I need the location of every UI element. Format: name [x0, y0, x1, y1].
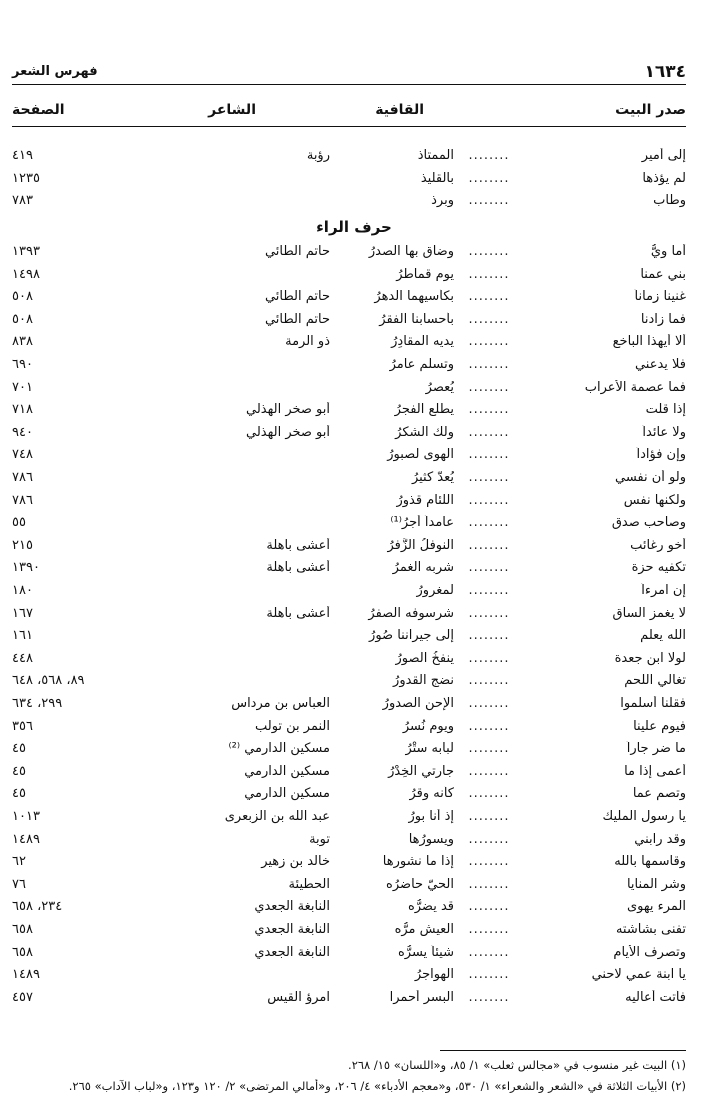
entry-poet: الحطيئة: [288, 876, 330, 892]
entry-page: ٢٣٤، ٦٥٨: [12, 899, 63, 915]
entry-dots: ........: [468, 650, 510, 666]
entry-poet: رؤبة: [306, 148, 330, 163]
entry-first-hemistich: أخو رغائب: [630, 537, 686, 553]
entry-poet: أعشى باهلة: [266, 605, 330, 621]
entry-first-hemistich: وإن فؤاداً: [636, 447, 686, 463]
index-entry-row: [12, 809, 686, 831]
entry-page: ١٣٩٣: [12, 244, 40, 259]
entry-page: ٢١٥: [12, 537, 33, 553]
index-entry-row: [12, 171, 686, 193]
entry-poet: حاتم الطائي: [264, 289, 330, 305]
entry-rhyme: يطلع الفجرُ: [394, 402, 454, 418]
entry-rhyme: لبابه ستْرُ: [405, 741, 454, 757]
entry-dots: ........: [468, 899, 510, 915]
entry-page: ٤٤٨: [12, 650, 33, 666]
index-entry-row: [12, 538, 686, 560]
entry-page: ٥٠٨: [12, 289, 33, 305]
entry-first-hemistich: إلى أمير: [641, 148, 686, 163]
entry-first-hemistich: إن امرءاً: [641, 583, 686, 598]
entry-first-hemistich: تفنى بشاشته: [615, 922, 686, 937]
entry-dots: ........: [468, 741, 510, 757]
entry-page: ٤٥: [12, 786, 26, 802]
index-entry-row: [12, 193, 686, 215]
entry-rhyme: لمغرورُ: [416, 583, 454, 598]
entry-dots: ........: [468, 402, 510, 418]
index-entry-row: [12, 560, 686, 582]
index-entry-row: [12, 493, 686, 515]
entry-dots: ........: [468, 696, 510, 711]
index-entry-row: [12, 148, 686, 170]
running-head: [12, 62, 686, 85]
entry-poet: توبة: [309, 831, 330, 847]
entry-dots: ........: [468, 560, 510, 576]
entry-dots: ........: [468, 266, 510, 282]
entry-dots: ........: [468, 424, 510, 440]
column-headers: [12, 102, 686, 127]
entry-poet: أبو صخر الهذلي: [246, 402, 330, 418]
entry-page: ٤٥: [12, 763, 26, 779]
index-entry-row: [12, 267, 686, 289]
entry-rhyme: كأنه وقرُ: [409, 786, 454, 802]
index-entry-row: [12, 515, 686, 537]
footnote-rule: [440, 1050, 686, 1051]
entry-dots: ........: [468, 357, 510, 372]
index-entry-row: [12, 606, 686, 628]
entry-page: ٥٥: [12, 515, 26, 531]
entry-poet: حاتم الطائي: [264, 311, 330, 327]
entry-rhyme: شربه الغمرُ: [392, 560, 454, 576]
entry-page: ٤٥٧: [12, 989, 33, 1005]
entry-rhyme: وضاق بها الصدرُ: [368, 244, 454, 259]
entry-first-hemistich: ولو أن نفسي: [614, 470, 686, 485]
entry-dots: ........: [468, 244, 510, 259]
index-entry-row: [12, 651, 686, 673]
entry-poet: خالد بن زهير: [261, 854, 330, 870]
entry-poet: عبد الله بن الزبعرى: [224, 809, 330, 824]
index-entry-row: [12, 583, 686, 605]
column-header-rhyme: القافية: [375, 102, 424, 118]
entry-page: ١٠١٣: [12, 809, 40, 824]
index-entry-row: [12, 877, 686, 899]
entry-poet: أعشى باهلة: [266, 560, 330, 576]
entry-first-hemistich: فما عصمة الأعراب: [584, 379, 686, 395]
entry-first-hemistich: أما ويُّ: [650, 244, 686, 259]
index-entry-row: [12, 990, 686, 1012]
entry-poet: النابغة الجعدي: [254, 899, 330, 915]
entry-rhyme: الهوى لصبورُ: [387, 447, 454, 463]
entry-poet: ذو الرمة: [285, 334, 330, 350]
entry-poet: أعشى باهلة: [266, 537, 330, 553]
entry-first-hemistich: ولكنها نفس: [623, 492, 686, 508]
entry-rhyme: بكأسيهما الدهرُ: [374, 289, 454, 305]
entry-rhyme: الإحن الصدورُ: [382, 696, 454, 711]
entry-dots: ........: [468, 718, 510, 734]
index-entry-row: [12, 922, 686, 944]
entry-rhyme: العيش مرُّه: [394, 922, 454, 937]
entry-page: ٦٩٠: [12, 357, 33, 372]
entry-dots: ........: [468, 537, 510, 553]
entry-first-hemistich: وتصرف الأيام: [613, 944, 686, 960]
entry-page: ٦٥٨: [12, 944, 33, 960]
entry-dots: ........: [468, 470, 510, 485]
index-entry-row: [12, 289, 686, 311]
entry-rhyme: وبرذ: [431, 193, 454, 208]
entry-rhyme: بأحسابنا الفقرُ: [379, 311, 454, 327]
entry-dots: ........: [468, 786, 510, 802]
entry-rhyme: ولك الشكرُ: [395, 424, 454, 440]
entry-dots: ........: [468, 854, 510, 870]
column-header-page: الصفحة: [12, 102, 65, 118]
entry-rhyme: الحيّ حاضرُه: [386, 876, 454, 892]
index-entry-row: [12, 447, 686, 469]
index-entry-row: [12, 967, 686, 989]
entry-dots: ........: [468, 605, 510, 621]
entry-dots: ........: [468, 967, 510, 983]
entry-page: ١٢٣٥: [12, 170, 40, 186]
column-header-first-hemistich: صدر البيت: [615, 102, 686, 118]
entry-page: ٧٤٨: [12, 447, 33, 463]
index-entry-row: [12, 470, 686, 492]
entry-rhyme: وتسلم عامرُ: [389, 357, 454, 372]
index-entry-row: [12, 832, 686, 854]
entry-first-hemistich: ولا عائداً: [642, 424, 686, 440]
entry-first-hemistich: وقاسمها بالله: [614, 854, 686, 870]
index-entry-row: [12, 673, 686, 695]
entry-rhyme: شرسوفه الصفرُ: [368, 605, 454, 621]
entry-page: ٦٥٨: [12, 922, 33, 937]
entry-rhyme: جارتي الخِدْرُ: [388, 763, 454, 779]
index-entry-row: [12, 312, 686, 334]
entry-page: ١٤٨٩: [12, 831, 40, 847]
entry-poet: النمر بن تولب: [254, 718, 330, 734]
entry-poet: امرؤ القيس: [267, 989, 330, 1005]
entry-rhyme: ويوم نُسرُ: [402, 718, 454, 734]
footnote-2: (٢) الأبيات الثلاثة في «الشعر والشعراء» ١/ ٥٣٠، و«معجم الأدباء» ٤/ ٢٠٦، و«أمالي المرتضى» ٢/ ١٢٠ و١٢٣، و«لباب الآداب» ٢٦٥.: [68, 1079, 686, 1093]
entry-first-hemistich: أعمى إذا ما: [624, 763, 686, 779]
index-entry-row: [12, 945, 686, 967]
entry-dots: ........: [468, 148, 510, 163]
index-entry-row: [12, 719, 686, 741]
entry-first-hemistich: الله يعلم: [640, 628, 686, 644]
entry-first-hemistich: فقلنا أسلموا: [620, 696, 686, 711]
entry-rhyme: إلى جيراننا صُورُ: [369, 628, 454, 644]
entry-poet: حاتم الطائي: [264, 244, 330, 259]
entry-dots: ........: [468, 311, 510, 327]
entry-rhyme: عامداً أجرُ⁽¹⁾: [390, 515, 454, 531]
entry-first-hemistich: يا ابنة عمي لاحني: [591, 967, 686, 983]
entry-rhyme: ينفخُ الصورُ: [395, 650, 454, 666]
entry-dots: ........: [468, 809, 510, 824]
entry-dots: ........: [468, 922, 510, 937]
entry-first-hemistich: ألا أيهذا الباخع: [612, 334, 686, 350]
entry-first-hemistich: لم يؤذها: [642, 170, 686, 186]
entry-dots: ........: [468, 831, 510, 847]
entry-first-hemistich: وصاحب صدق: [611, 515, 686, 531]
entry-rhyme: إذا ما نشورها: [382, 854, 454, 870]
entry-first-hemistich: يا رسول المليك: [602, 809, 686, 824]
entry-page: ١٦١: [12, 628, 33, 644]
index-entry-row: [12, 357, 686, 379]
entry-page: ٣٥٦: [12, 718, 33, 734]
entry-poet: أبو صخر الهذلي: [246, 424, 330, 440]
entry-dots: ........: [468, 289, 510, 305]
entry-rhyme: شيئاً يسرُّه: [397, 944, 454, 960]
entry-page: ٥٠٨: [12, 311, 33, 327]
entry-rhyme: بالقليذ: [420, 170, 454, 186]
entry-dots: ........: [468, 492, 510, 508]
entry-page: ٦٢: [12, 854, 26, 870]
entry-poet: مسكين الدارمي: [244, 786, 330, 802]
entry-dots: ........: [468, 876, 510, 892]
index-entry-row: [12, 244, 686, 266]
column-header-poet: الشاعر: [208, 102, 256, 118]
entry-rhyme: قد يضرُّه: [407, 899, 454, 915]
entry-page: ٨٣٨: [12, 334, 33, 350]
entry-page: ٩٤٠: [12, 424, 33, 440]
entry-first-hemistich: إذا قلت: [645, 402, 686, 418]
entry-dots: ........: [468, 447, 510, 463]
entry-poet: مسكين الدارمي ⁽²⁾: [228, 741, 330, 757]
entry-rhyme: إذ أنا بورُ: [408, 809, 454, 824]
entry-rhyme: يُعصرُ: [425, 379, 454, 395]
entry-poet: مسكين الدارمي: [244, 763, 330, 779]
entry-first-hemistich: فما زادنا: [640, 311, 686, 327]
entry-page: ١٣٩٠: [12, 560, 40, 576]
entry-dots: ........: [468, 763, 510, 779]
entry-first-hemistich: تكفيه حزة: [631, 560, 686, 576]
entry-dots: ........: [468, 379, 510, 395]
entry-page: ١٨٠: [12, 583, 33, 598]
entry-page: ٨٩، ٥٦٨، ٦٤٨: [12, 673, 85, 689]
entry-page: ٢٩٩، ٦٣٤: [12, 696, 63, 711]
index-entry-row: [12, 380, 686, 402]
entry-page: ٤١٩: [12, 148, 33, 163]
index-entry-row: [12, 854, 686, 876]
entry-dots: ........: [468, 989, 510, 1005]
entry-rhyme: يديه المقادِرُ: [391, 334, 454, 350]
entry-first-hemistich: غنينا زماناً: [634, 289, 686, 305]
entry-rhyme: يُعدّ كثيرُ: [411, 470, 454, 485]
entry-first-hemistich: تغالي اللحم: [624, 673, 686, 689]
index-entry-row: [12, 402, 686, 424]
entry-rhyme: يوم قماطرُ: [396, 266, 454, 282]
entry-first-hemistich: لولا ابن جعدة: [614, 650, 686, 666]
entry-dots: ........: [468, 673, 510, 689]
entry-page: ٧٨٣: [12, 193, 33, 208]
entry-rhyme: النوفلُ الزُّفرُ: [387, 537, 454, 553]
index-entry-row: [12, 764, 686, 786]
entry-page: ٧٠١: [12, 379, 33, 395]
letter-heading: حرف الراء: [316, 218, 392, 236]
entry-first-hemistich: فأتت أعاليه: [625, 989, 686, 1005]
entry-rhyme: الهواجرُ: [414, 967, 454, 983]
entry-rhyme: نضج القدورُ: [393, 673, 454, 689]
index-entry-row: [12, 786, 686, 808]
entry-poet: العباس بن مرداس: [231, 696, 330, 711]
entry-dots: ........: [468, 193, 510, 208]
footnote-1: (١) البيت غير منسوب في «مجالس ثعلب» ١/ ٨٥، و«اللسان» ١٥/ ٢٦٨.: [348, 1058, 686, 1072]
entry-dots: ........: [468, 944, 510, 960]
entry-first-hemistich: لا يغمز الساق: [612, 605, 686, 621]
entry-rhyme: البسر أحمرا: [389, 989, 454, 1005]
entry-rhyme: الممتاذ: [417, 148, 454, 163]
entry-dots: ........: [468, 583, 510, 598]
entry-first-hemistich: وشر المنايا: [626, 876, 686, 892]
entry-first-hemistich: فلا يدعني: [634, 357, 686, 372]
entry-dots: ........: [468, 170, 510, 186]
entry-page: ١٤٨٩: [12, 967, 40, 983]
entry-first-hemistich: فيوم علينا: [633, 718, 686, 734]
entry-first-hemistich: وطاب: [653, 193, 686, 208]
entry-dots: ........: [468, 628, 510, 644]
index-entry-row: [12, 696, 686, 718]
section-title: فهرس الشعر: [12, 64, 98, 79]
page-number: ١٦٣٤: [644, 62, 686, 82]
entry-first-hemistich: وقد رابني: [634, 831, 686, 847]
entry-first-hemistich: ما ضر جاراً: [626, 741, 686, 757]
entry-rhyme: اللئام قذورُ: [396, 492, 454, 508]
index-entry-row: [12, 741, 686, 763]
entry-page: ٧١٨: [12, 402, 33, 418]
index-entry-row: [12, 425, 686, 447]
entry-page: ١٦٧: [12, 605, 33, 621]
entry-rhyme: ويسورُها: [408, 831, 454, 847]
entry-page: ٤٥: [12, 741, 26, 757]
entry-poet: النابغة الجعدي: [254, 922, 330, 937]
entry-poet: النابغة الجعدي: [254, 944, 330, 960]
entry-first-hemistich: وتصم عما: [632, 786, 686, 802]
index-entry-row: [12, 628, 686, 650]
entry-page: ٧٨٦: [12, 492, 33, 508]
index-entry-row: [12, 899, 686, 921]
entry-first-hemistich: بني عمنا: [640, 266, 686, 282]
entry-page: ١٤٩٨: [12, 266, 40, 282]
entry-first-hemistich: المرء يهوى: [626, 899, 686, 915]
entry-dots: ........: [468, 334, 510, 350]
entry-dots: ........: [468, 515, 510, 531]
entry-page: ٧٦: [12, 876, 26, 892]
entry-page: ٧٨٦: [12, 470, 33, 485]
index-entry-row: [12, 334, 686, 356]
